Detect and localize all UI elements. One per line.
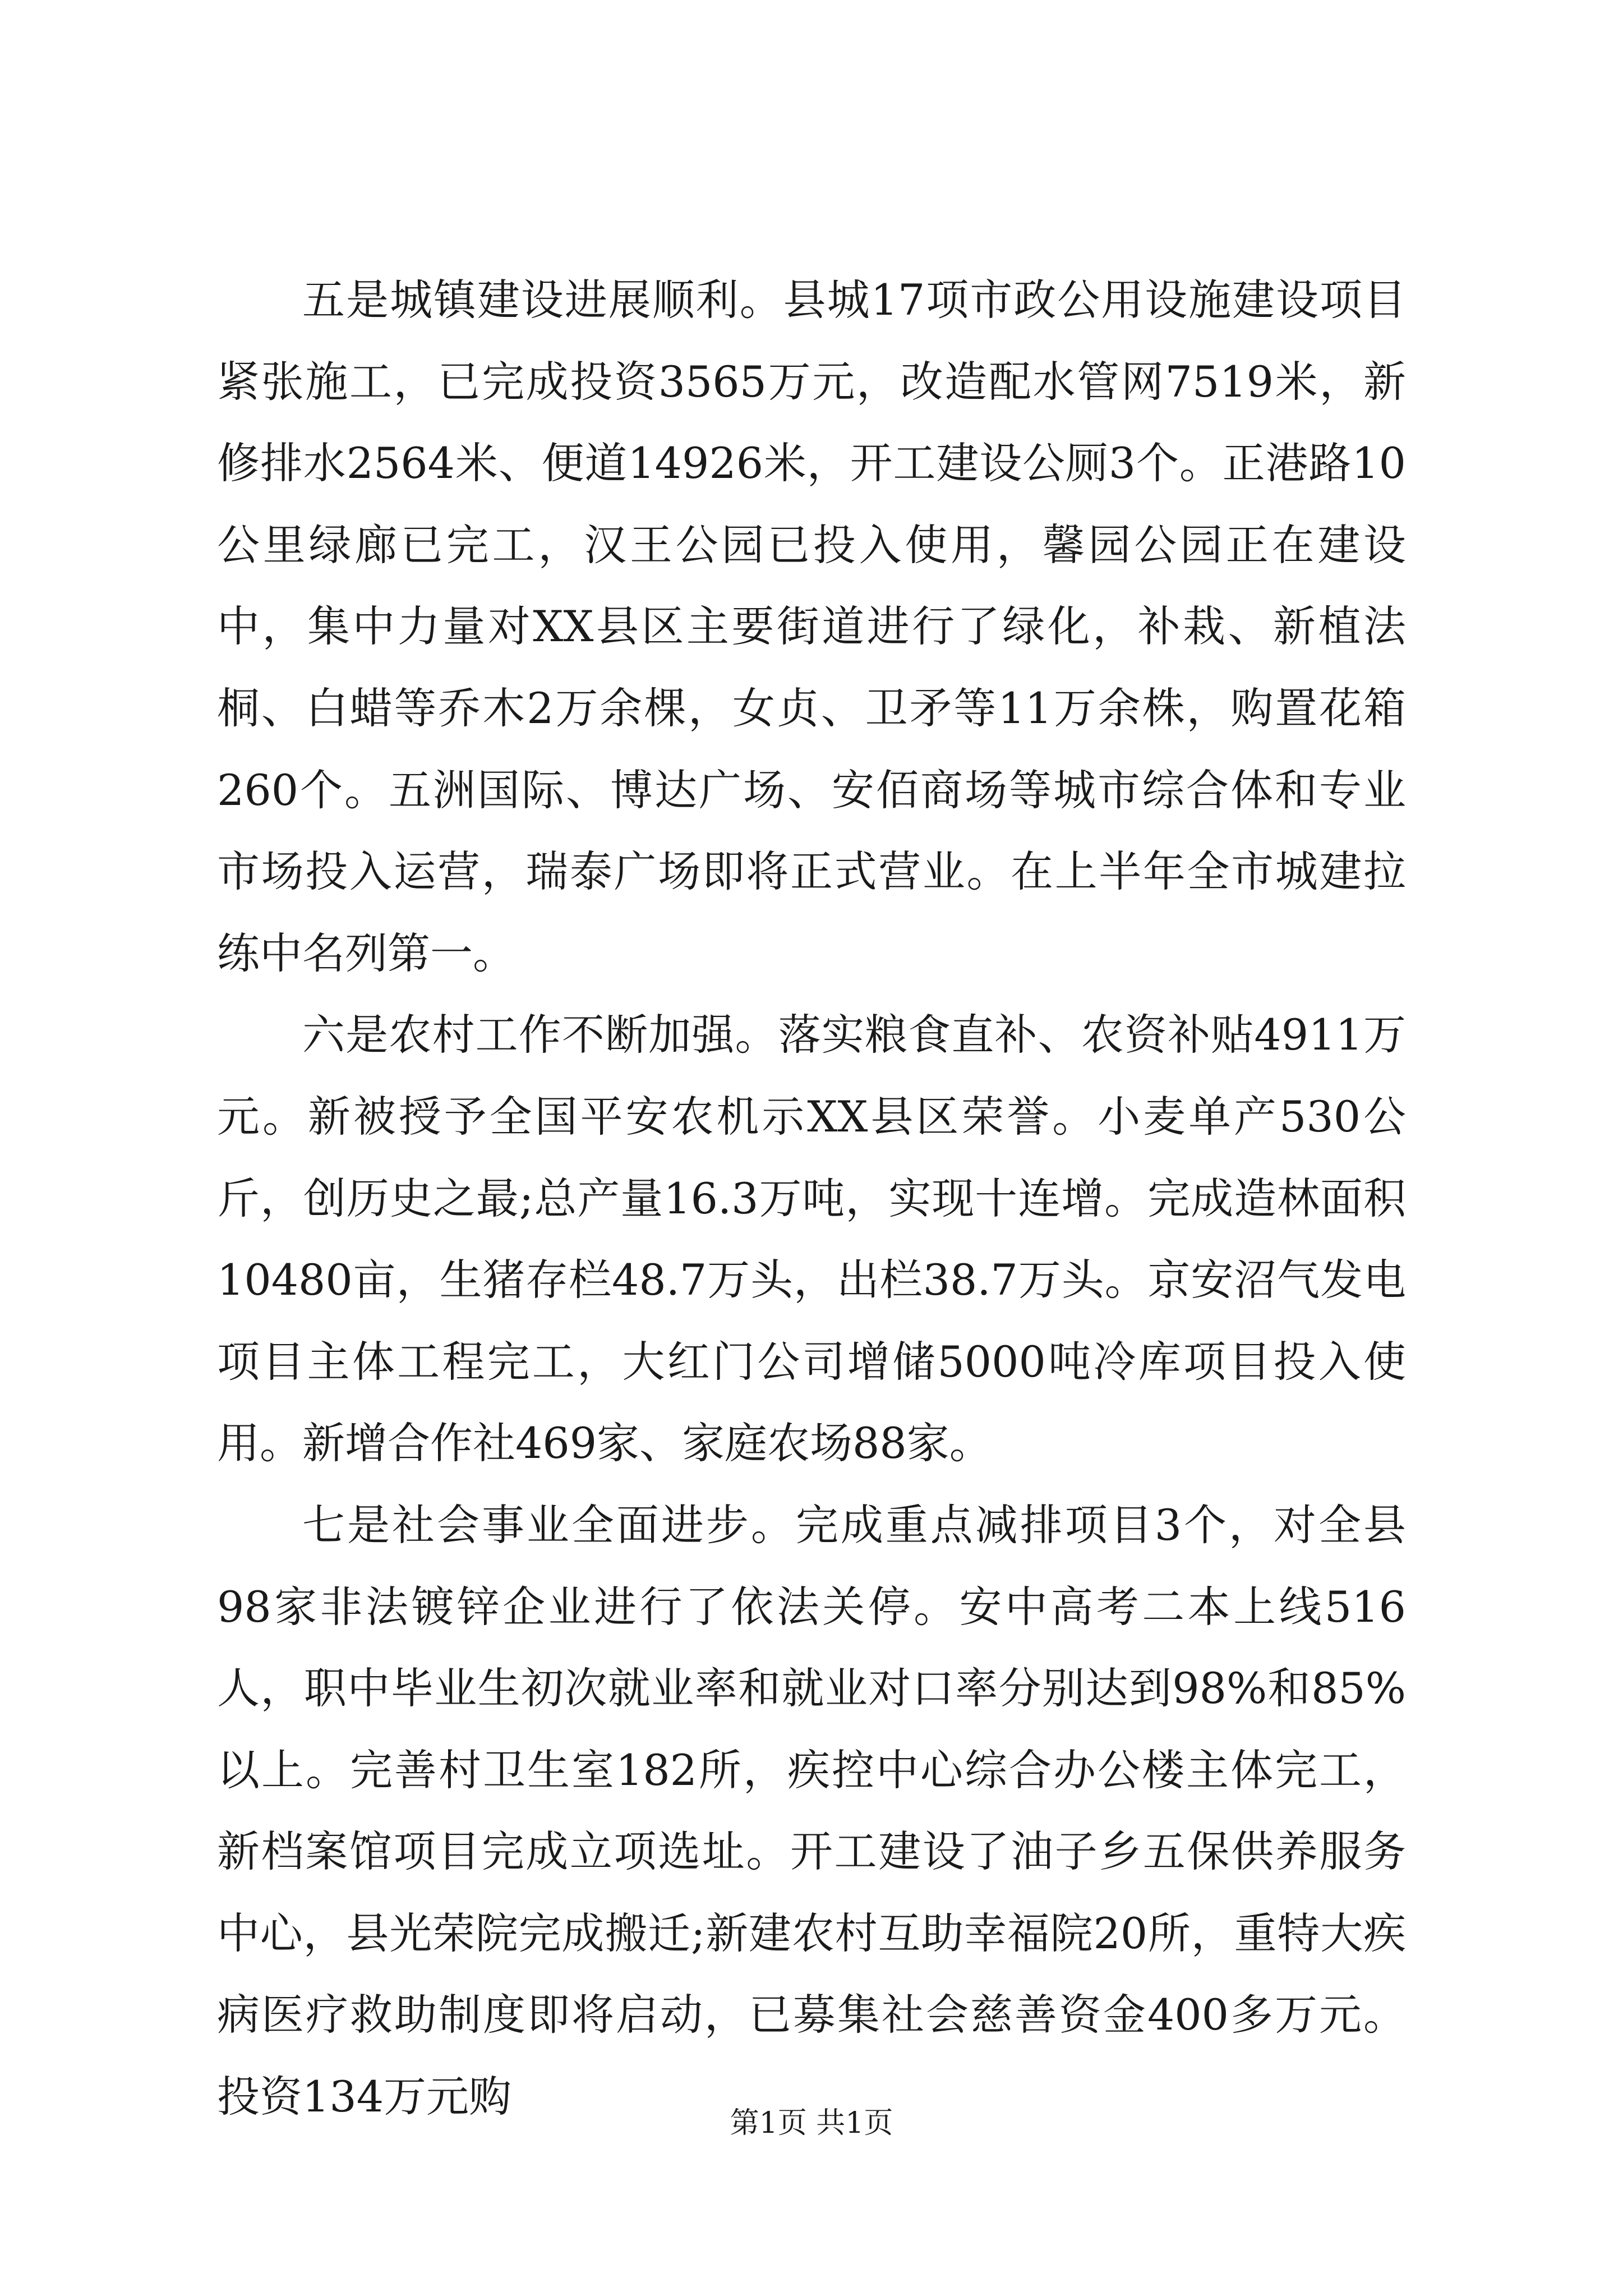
document-body [217, 259, 1406, 2138]
page-number-footer: 第1页 共1页 [730, 2106, 893, 2140]
paragraph-social-development: 七是社会事业全面进步。完成重点减排项目3个，对全县98家非法镀锌企业进行了依法关停。安中高考二本上线516人，职中毕业生初次就业率和就业对口率分别达到98%和85%以上。完善村卫生室182所，疾控中心综合办公楼主体完工，新档案馆项目完成立项选址。开工建设了油子乡五保供养服务中心，县光荣院完成搬迁;新建农村互助幸福院20所，重特大疾病医疗救助制度即将启动，已募集社会慈善资金400多万元。投资134万元购 [217, 1499, 1406, 2122]
paragraph-rural-work: 六是农村工作不断加强。落实粮食直补、农资补贴4911万元。新被授予全国平安农机示XX县区荣誉。小麦单产530公斤，创历史之最;总产量16.3万吨，实现十连增。完成造林面积10480亩，生猪存栏48.7万头，出栏38.7万头。京安沼气发电项目主体工程完工，大红门公司增储5000吨冷库项目投入使用。新增合作社469家、家庭农场88家。 [217, 1010, 1406, 1469]
paragraph-urban-construction: 五是城镇建设进展顺利。县城17项市政公用设施建设项目紧张施工，已完成投资3565万元，改造配水管网7519米，新修排水2564米、便道14926米，开工建设公厕3个。正港路10公里绿廊已完工，汉王公园已投入使用，馨园公园正在建设中，集中力量对XX县区主要街道进行了绿化，补栽、新植法桐、白蜡等乔木2万余棵，女贞、卫矛等11万余株，购置花箱260个。五洲国际、博达广场、安佰商场等城市综合体和专业市场投入运营，瑞泰广场即将正式营业。在上半年全市城建拉练中名列第一。 [217, 275, 1406, 978]
